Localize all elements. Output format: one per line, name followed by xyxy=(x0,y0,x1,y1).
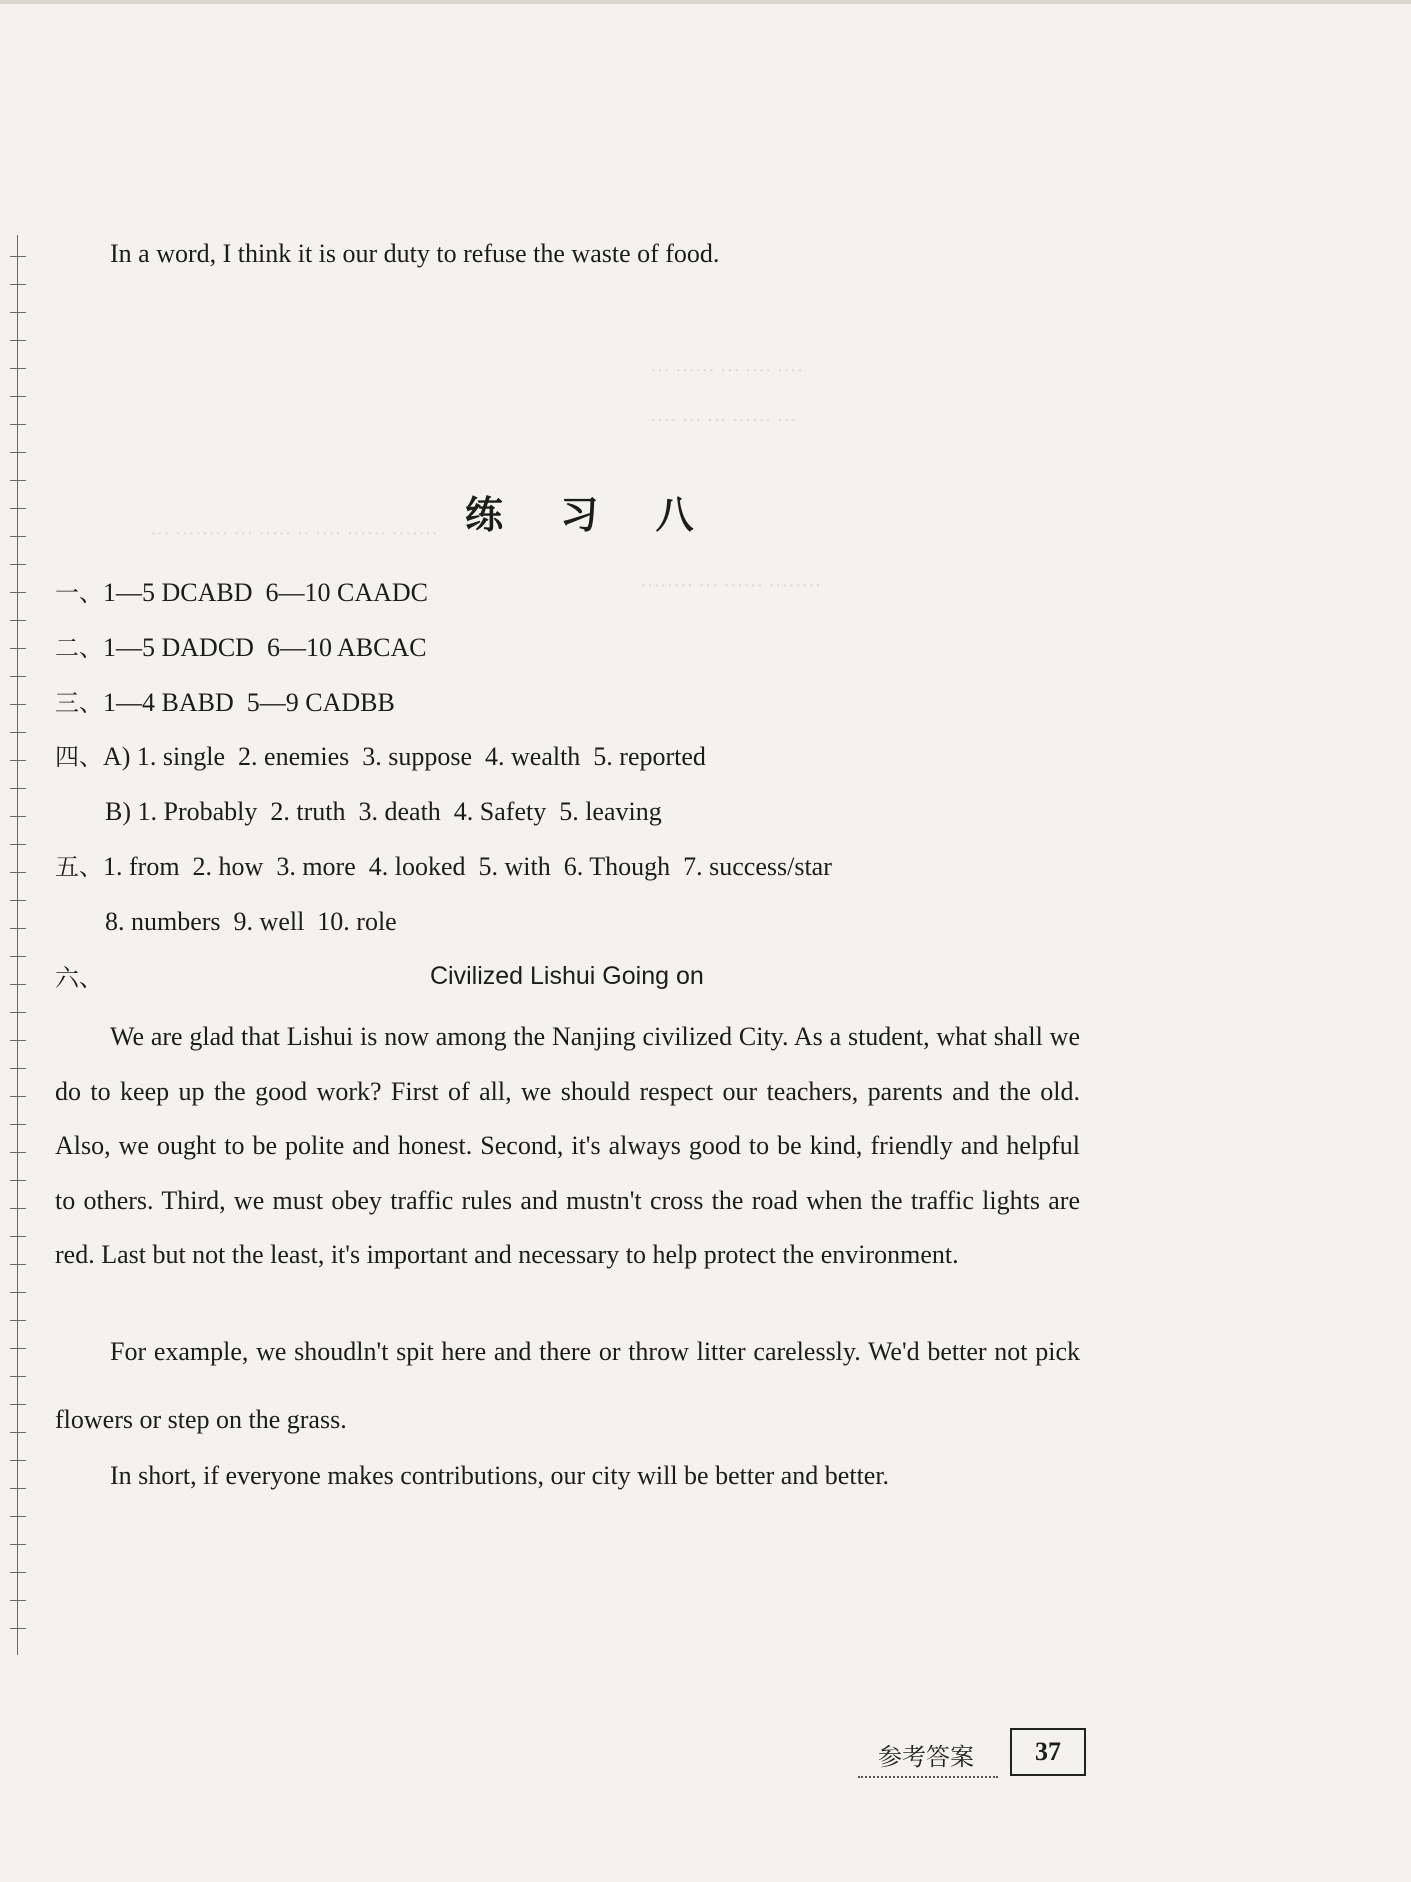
binding-margin-marks xyxy=(10,235,26,1655)
essay-paragraph-3: In short, if everyone makes contributions, our city will be better and better. xyxy=(110,1461,890,1490)
answer-text: A) 1. single 2. enemies 3. suppose 4. wealth 5. reported xyxy=(103,742,706,771)
essay-paragraph-2: For example, we shoudln't spit here and there or throw litter carelessly. We'd better not pick flowers or step on the grass. xyxy=(55,1337,1080,1434)
footer-label: 参考答案 xyxy=(878,1743,974,1771)
section-number: 二、 xyxy=(55,634,103,662)
bleed-through-text: ···· ··· ··· ······ ··· xyxy=(650,410,797,432)
section-number: 一、 xyxy=(55,579,103,607)
section5-row-2: 8. numbers 9. well 10. role xyxy=(105,907,397,936)
essay-paragraph-1: We are glad that Lishui is now among the Nanjing civilized City. As a student, what shall we do to keep up the good work? First of all, we should respect our teachers, parents and the old. Also, we ought to be polite and honest. Second, it's always good to be kind, friendly and helpful to others. Third, we must obey traffic rules and mustn't cross the road when the traffic lights are red. Last but not the least, it's important and necessary to help protect the environment. xyxy=(55,1022,1080,1269)
page-top-edge xyxy=(0,0,1411,4)
section5-row-1 xyxy=(55,851,832,883)
footer-dotted-rule xyxy=(858,1776,998,1778)
section6-number xyxy=(55,962,103,994)
answer-row-1 xyxy=(55,577,428,609)
answer-text: 1—5 DADCD 6—10 ABCAC xyxy=(103,633,427,662)
section-number: 五、 xyxy=(55,853,103,881)
section-number: 六、 xyxy=(55,964,103,992)
section4-row-b: B) 1. Probably 2. truth 3. death 4. Safety 5. leaving xyxy=(105,797,662,826)
bleed-through-text: ··· ······ ··· ···· ···· xyxy=(650,360,804,382)
answer-text: 1—5 DCABD 6—10 CAADC xyxy=(103,578,429,607)
section4-row-a xyxy=(55,741,706,773)
section-number: 三、 xyxy=(55,689,103,717)
exercise-title: 练 习 八 xyxy=(465,493,716,537)
page-number: 37 xyxy=(1010,1728,1086,1776)
essay-title: Civilized Lishui Going on xyxy=(430,962,704,990)
answer-text: 1. from 2. how 3. more 4. looked 5. with 6. Though 7. success/star xyxy=(103,852,832,881)
answer-text: 1—4 BABD 5—9 CADBB xyxy=(103,688,395,717)
section-number: 四、 xyxy=(55,743,103,771)
answer-row-3 xyxy=(55,687,395,719)
answer-row-2 xyxy=(55,632,427,664)
bleed-through-text: ········ ··· ······ ········ xyxy=(640,575,822,597)
intro-line: In a word, I think it is our duty to refuse the waste of food. xyxy=(110,239,720,268)
bleed-through-text: ··· ········ ··· ····· ·· ···· ······ ······· xyxy=(150,523,439,545)
